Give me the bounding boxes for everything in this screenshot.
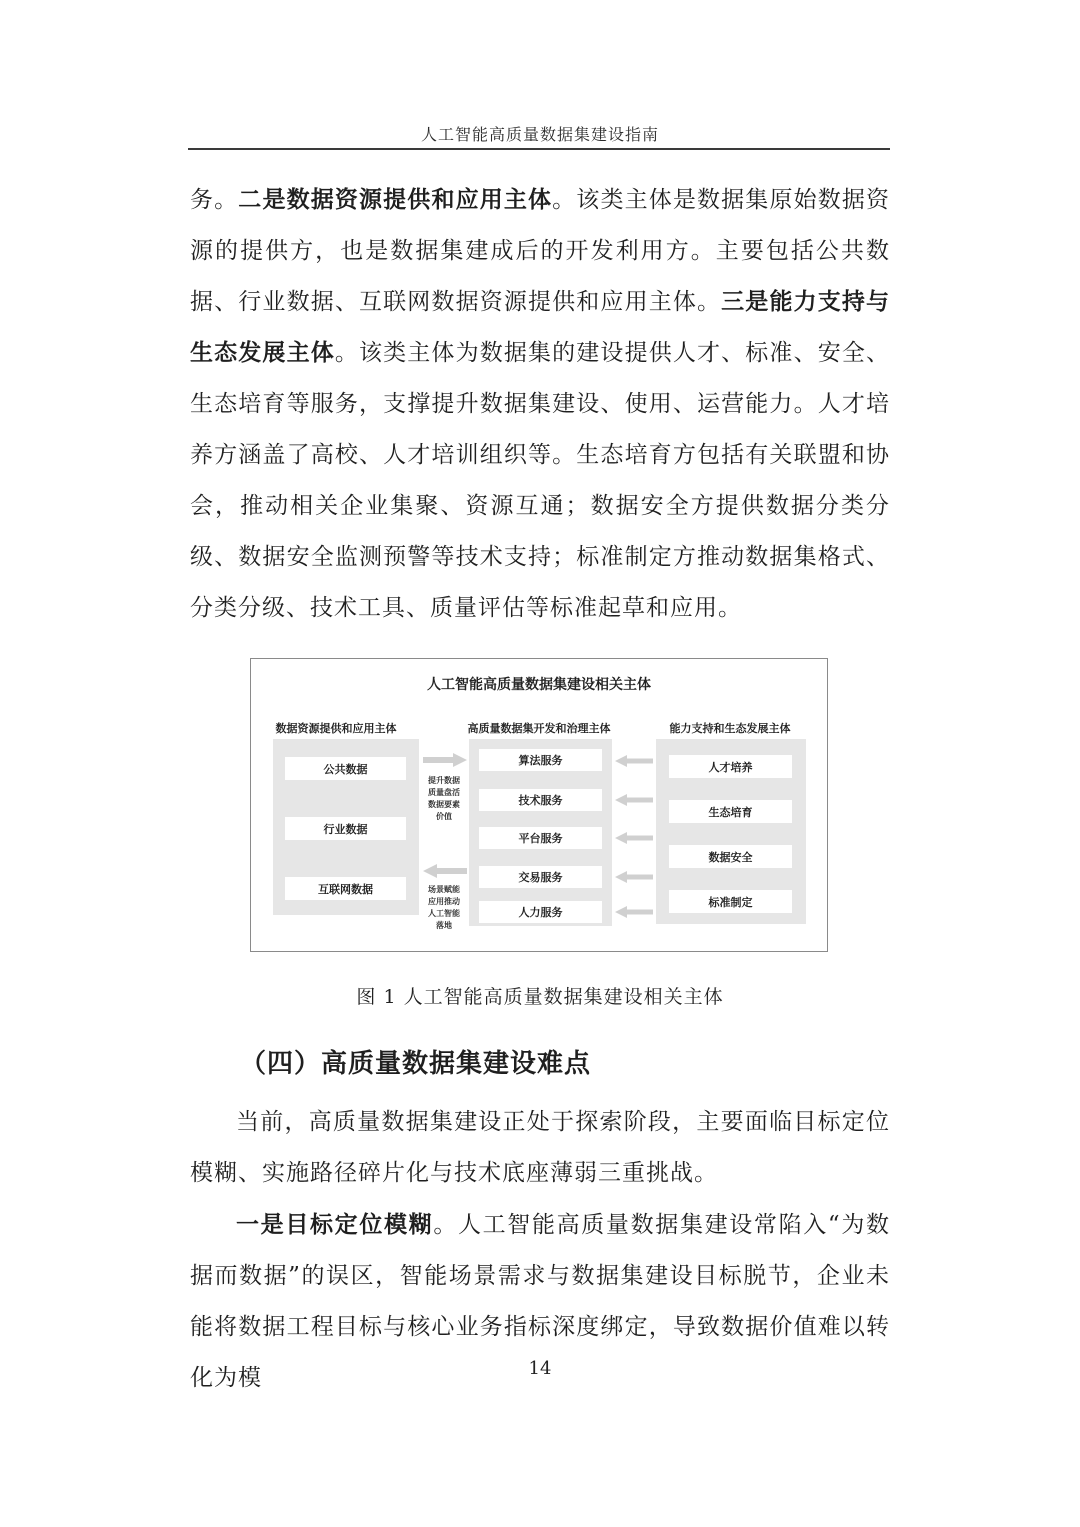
- header-rule: [188, 148, 890, 150]
- bold-lead-challenge-1: 一是目标定位模糊: [236, 1212, 434, 1238]
- arrow-top-line: 提升数据: [428, 776, 460, 785]
- box-tech-service: 技术服务: [479, 789, 602, 811]
- figure-caption: 图 1 人工智能高质量数据集建设相关主体: [356, 986, 724, 1008]
- box-trading-service: 交易服务: [479, 866, 602, 888]
- box-hr-service: 人力服务: [479, 901, 602, 923]
- arrow-left-icon: [615, 871, 653, 883]
- bold-lead-subject-2: 二是数据资源提供和应用主体: [238, 187, 553, 213]
- paragraph-text: 。该类主体是数据集原始数据资源的提供方，也是数据集建成后的开发利用方。主要包括公共数据、行业数据、互联网数据资源提供和应用主体。: [190, 187, 891, 315]
- arrow-left-icon: [615, 755, 653, 767]
- box-public-data: 公共数据: [285, 757, 406, 780]
- arrow-right-icon: [423, 753, 467, 767]
- arrow-left-icon: [615, 794, 653, 806]
- arrow-left-icon: [615, 906, 653, 918]
- arrow-bottom-line: 落地: [436, 921, 452, 930]
- center-column-heading: 高质量数据集开发和治理主体: [467, 722, 611, 735]
- section-heading: （四）高质量数据集建设难点: [240, 1049, 592, 1079]
- arrow-bottom-line: 应用推动: [428, 897, 460, 906]
- paragraph-text: 。该类主体为数据集的建设提供人才、标准、安全、生态培育等服务，支撑提升数据集建设、使用、运营能力。人才培养方涵盖了高校、人才培训组织等。生态培育方包括有关联盟和协会，推动相关企业集聚、资源互通；数据安全方提供数据分类分级、数据安全监测预警等技术支持；标准制定方推动数据集格式、分类分级、技术工具、质量评估等标准起草和应用。: [190, 340, 891, 621]
- page-number: 14: [528, 1358, 552, 1379]
- box-algorithm-service: 算法服务: [479, 749, 602, 771]
- arrow-left-icon: [615, 832, 653, 844]
- running-header: 人工智能高质量数据集建设指南: [420, 125, 659, 144]
- figure-title: 人工智能高质量数据集建设相关主体: [427, 677, 651, 693]
- left-column-heading: 数据资源提供和应用主体: [275, 722, 397, 735]
- arrow-left-icon: [423, 864, 467, 878]
- arrow-top-line: 质量盘活: [428, 788, 460, 797]
- box-ecosystem-cultivation: 生态培育: [669, 800, 792, 823]
- body-paragraph-1: [190, 175, 890, 634]
- box-data-security: 数据安全: [669, 845, 792, 868]
- paragraph-text: 。人工智能高质量数据集建设常陷入“为数据而数据”的误区，智能场景需求与数据集建设目标脱节，企业未能将数据工程目标与核心业务指标深度绑定，导致数据价值难以转化为模: [190, 1212, 891, 1391]
- bold-lead-subject-3: 三是能力支持与生态发展主体: [190, 289, 891, 366]
- box-platform-service: 平台服务: [479, 827, 602, 849]
- arrow-bottom-line: 场景赋能: [428, 885, 460, 894]
- box-standard-setting: 标准制定: [669, 890, 792, 913]
- paragraph-text: 务。: [190, 187, 239, 213]
- arrow-top-line: 价值: [436, 812, 452, 821]
- arrow-bottom-line: 人工智能: [428, 909, 460, 918]
- box-talent-cultivation: 人才培养: [669, 755, 792, 778]
- box-industry-data: 行业数据: [285, 817, 406, 840]
- box-internet-data: 互联网数据: [285, 877, 406, 900]
- right-column-heading: 能力支持和生态发展主体: [669, 722, 791, 735]
- body-paragraph-2: 当前，高质量数据集建设正处于探索阶段，主要面临目标定位模糊、实施路径碎片化与技术底座薄弱三重挑战。: [190, 1109, 890, 1186]
- arrow-top-label: [421, 775, 467, 823]
- figure-diagram: [250, 658, 828, 952]
- arrow-top-line: 数据要素: [428, 800, 460, 809]
- arrow-bottom-label: [421, 884, 467, 932]
